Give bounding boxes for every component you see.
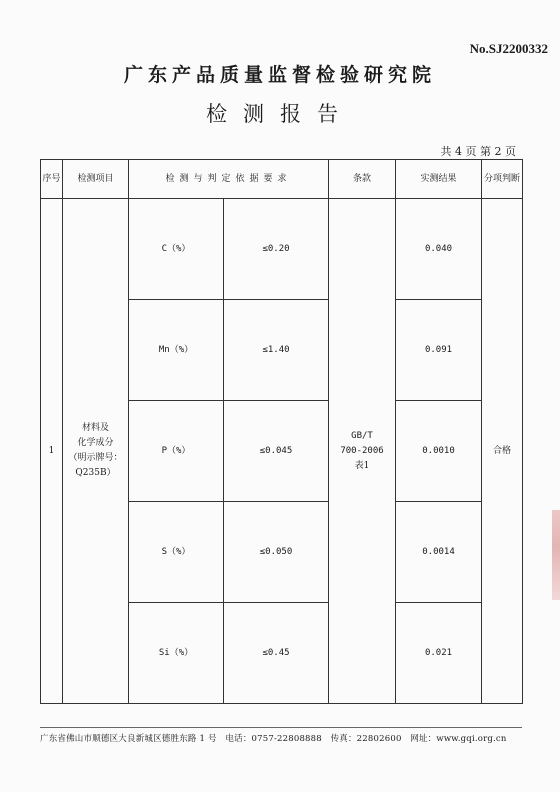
footer-divider [40, 727, 522, 728]
header-item: 检测项目 [63, 160, 129, 199]
clause-line: GB/T [351, 430, 373, 441]
requirement-value: ≤0.20 [224, 199, 329, 300]
requirement-value: ≤0.045 [224, 401, 329, 502]
element-name: S（%） [129, 502, 224, 603]
header-result: 实测结果 [396, 160, 482, 199]
element-name: P（%） [129, 401, 224, 502]
stamp-edge-mark [552, 510, 560, 600]
report-number: No.SJ2200332 [469, 41, 548, 56]
header-seq: 序号 [41, 160, 63, 199]
table-row [41, 199, 523, 300]
header-requirement: 检测与判定依据要求 [129, 160, 329, 199]
result-value: 0.040 [396, 199, 482, 300]
item-line: 材料及 [81, 423, 109, 433]
result-value: 0.0010 [396, 401, 482, 502]
result-value: 0.0014 [396, 502, 482, 603]
result-table [40, 159, 523, 704]
footer-address: 广东省佛山市顺德区大良新城区德胜东路 1 号 电话：0757-22808888 传真：22802600 网址：www.gqi.org.cn [40, 734, 507, 744]
requirement-value: ≤0.050 [224, 502, 329, 603]
result-value: 0.091 [396, 300, 482, 401]
table-header-row [41, 160, 523, 199]
item-line: （明示牌号： [68, 453, 123, 463]
element-name: Si（%） [129, 603, 224, 704]
item-cell [63, 199, 129, 704]
element-name: Mn（%） [129, 300, 224, 401]
page-info: 共 4 页 第 2 页 [440, 145, 516, 158]
clause-line: 700-2006 [340, 445, 384, 456]
clause-line: 表1 [354, 460, 370, 471]
header-clause: 条款 [329, 160, 396, 199]
result-value: 0.021 [396, 603, 482, 704]
report-title: 检测报告 [206, 102, 354, 126]
institute-name: 广东产品质量监督检验研究院 [123, 64, 436, 86]
element-name: C（%） [129, 199, 224, 300]
item-line: Q235B） [75, 468, 116, 478]
verdict-cell: 合格 [482, 199, 523, 704]
header-verdict: 分项判断 [482, 160, 523, 199]
item-line: 化学成分 [77, 438, 114, 448]
requirement-value: ≤0.45 [224, 603, 329, 704]
requirement-value: ≤1.40 [224, 300, 329, 401]
seq-cell: 1 [41, 199, 63, 704]
clause-cell [329, 199, 396, 704]
